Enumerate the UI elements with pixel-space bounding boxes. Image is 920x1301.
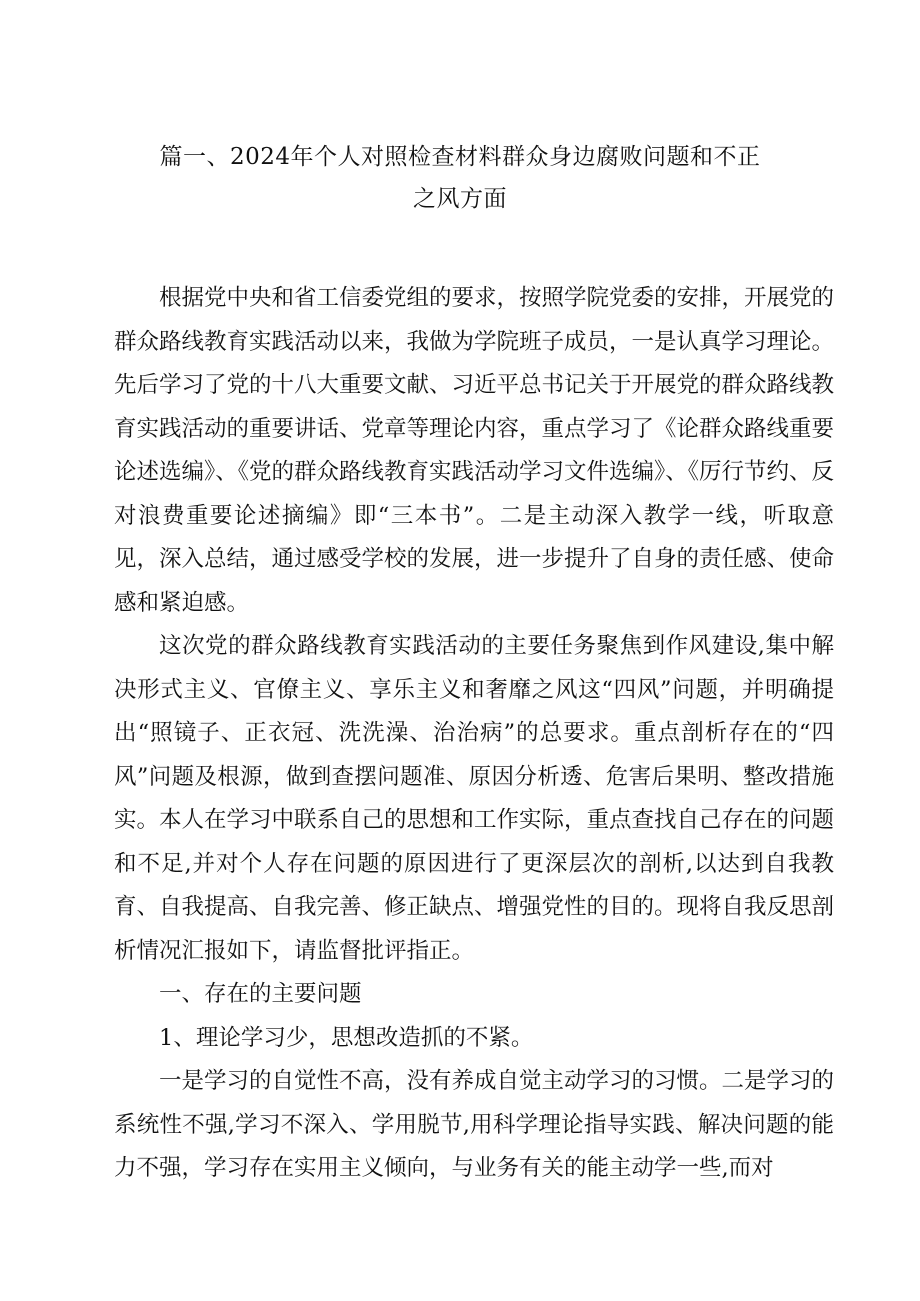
section-heading: 一、存在的主要问题 — [159, 981, 362, 1007]
body-paragraph-2: 这次党的群众路线教育实践活动的主要任务聚焦到作风建设,集中解决形式主义、官僚主义、享乐主义和奢靡之风这“四风”问题，并明确提出“照镜子、正衣冠、洗洗澡、治治病”的总要求。重点剖析存在的“四风”问题及根源，做到查摆问题准、原因分析透、危害后果明、整改措施实。本人在学习中联系自己的思想和工作实际，重点查找自己存在的问题和不足,并对个人存在问题的原因进行了更深层次的剖析,以达到自我教育、自我提高、自我完善、修正缺点、增强党性的目的。现将自我反思剖析情况汇报如下，请监督批评指正。 — [114, 633, 835, 964]
body-paragraph-1: 根据党中央和省工信委党组的要求，按照学院党委的安排，开展党的群众路线教育实践活动以来，我做为学院班子成员，一是认真学习理论。先后学习了党的十八大重要文献、习近平总书记关于开展党的群众路线教育实践活动的重要讲话、党章等理论内容，重点学习了《论群众路线重要论述选编》、《党的群众路线教育实践活动学习文件选编》、《厉行节约、反对浪费重要论述摘编》即“三本书”。二是主动深入教学一线，听取意见，深入总结，通过感受学校的发展，进一步提升了自身的责任感、使命感和紧迫感。 — [114, 285, 835, 616]
document-body — [114, 277, 834, 1191]
body-paragraph-3: 一是学习的自觉性不高，没有养成自觉主动学习的习惯。二是学习的系统性不强,学习不深入、学用脱节,用科学理论指导实践、解决问题的能力不强，学习存在实用主义倾向，与业务有关的能主动学一些,而对 — [114, 1068, 835, 1181]
document-title-line-1: 篇一、2024年个人对照检查材料群众身边腐败问题和不正 — [159, 144, 761, 170]
document-title-line-2: 之风方面 — [413, 186, 507, 212]
subsection-heading: 1、理论学习少，思想改造抓的不紧。 — [159, 1024, 534, 1051]
